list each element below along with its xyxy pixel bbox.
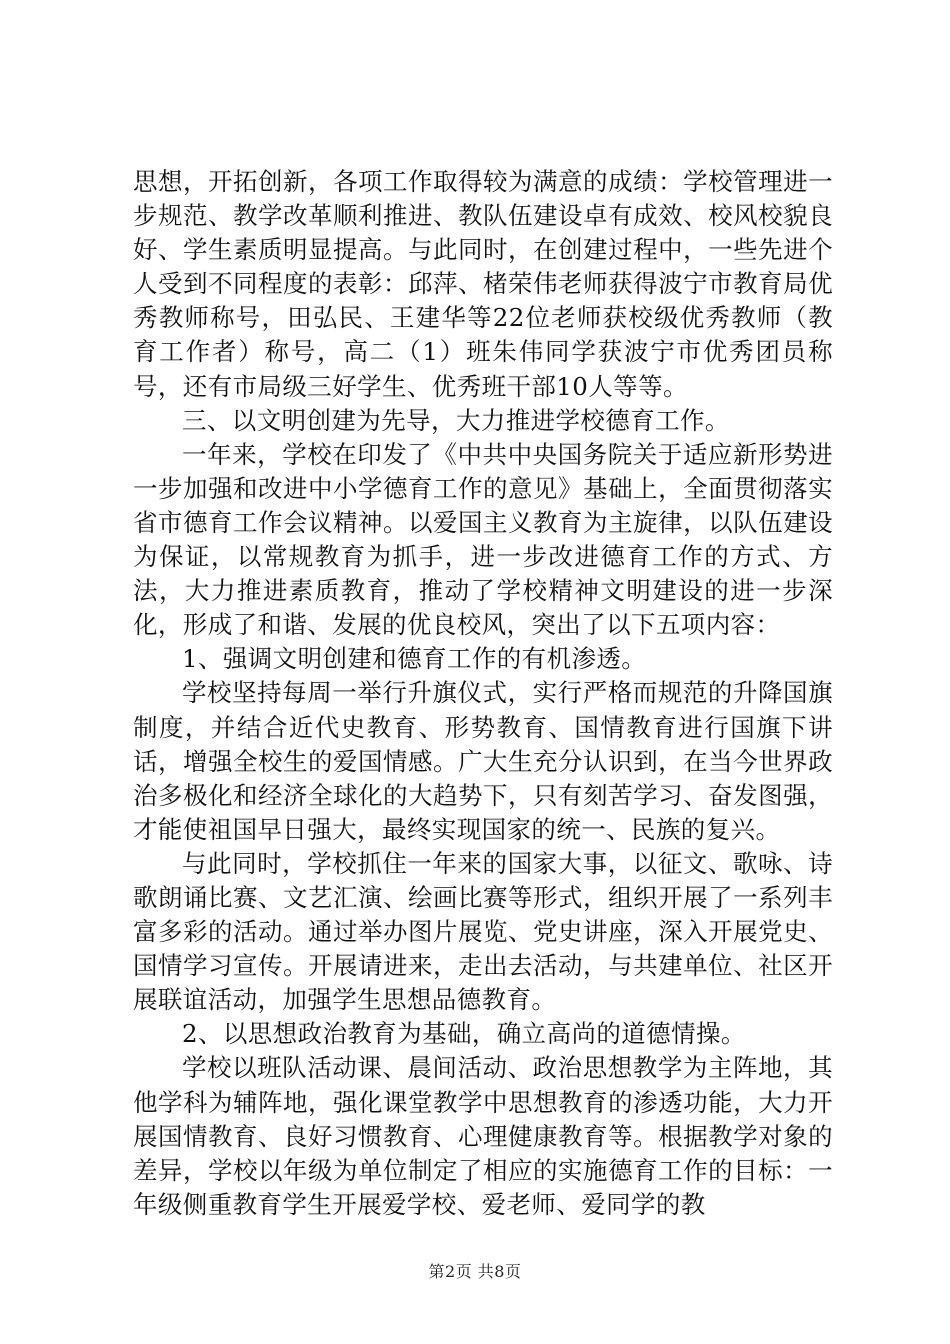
paragraph-continued: 思想，开拓创新，各项工作取得较为满意的成绩：学校管理进一步规范、教学改革顺利推进、教队伍建设卓有成效、校风校貌良好、学生素质明显提高。与此同时，在创建过程中，一些先进个人受到不同程度的表彰：邱萍、楮荣伟老师获得波宁市教育局优秀教师称号，田弘民、王建华等22位老师获校级优秀教师（教育工作者）称号，高二（1）班朱伟同学获波宁市优秀团员称号，还有市局级三好学生、优秀班干部10人等等。 [133,167,833,401]
paragraph-moral-education: 学校以班队活动课、晨间活动、政治思想教学为主阵地，其他学科为辅阵地，强化课堂教学中思想教育的渗透功能，大力开展国情教育、良好习惯教育、心理健康教育等。根据教学对象的差异，学校以年级为单位制定了相应的实施德育工作的目标：一年级侧重教育学生开展爱学校、爱老师、爱同学的教 [133,1053,833,1219]
subheading-one: 1、强调文明创建和德育工作的有机渗透。 [182,644,647,674]
paragraph-activities: 与此同时，学校抓住一年来的国家大事，以征文、歌咏、诗歌朗诵比赛、文艺汇演、绘画比赛等形式，组织开展了一系列丰富多彩的活动。通过举办图片展览、党史讲座，深入开展党史、国情学习宣传。开展请进来，走出去活动，与共建单位、社区开展联谊活动，加强学生思想品德教育。 [133,848,833,1015]
paragraph-flag-ceremony: 学校坚持每周一举行升旗仪式，实行严格而规范的升降国旗制度，并结合近代史教育、形势教育、国情教育进行国旗下讲话，增强全校生的爱国情感。广大生充分认识到，在当今世界政治多极化和经济全球化的大趋势下，只有刻苦学习、奋发图强，才能使祖国早日强大，最终实现国家的统一、民族的复兴。 [133,678,833,844]
document-body [133,165,833,1222]
paragraph-overview: 一年来，学校在印发了《中共中央国务院关于适应新形势进一步加强和改进中小学德育工作的意见》基础上，全面贯彻落实省市德育工作会议精神。以爱国主义教育为主旋律，以队伍建设为保证，以常规教育为抓手，进一步改进德育工作的方式、方法，大力推进素质教育，推动了学校精神文明建设的进一步深化，形成了和谐、发展的优良校风，突出了以下五项内容： [133,439,833,640]
section-heading-three: 三、以文明创建为先导，大力推进学校德育工作。 [182,405,730,435]
page-number-footer: 第2页 共8页 [428,1262,522,1281]
subheading-two: 2、以思想政治教育为基础，确立高尚的道德情操。 [182,1019,746,1049]
